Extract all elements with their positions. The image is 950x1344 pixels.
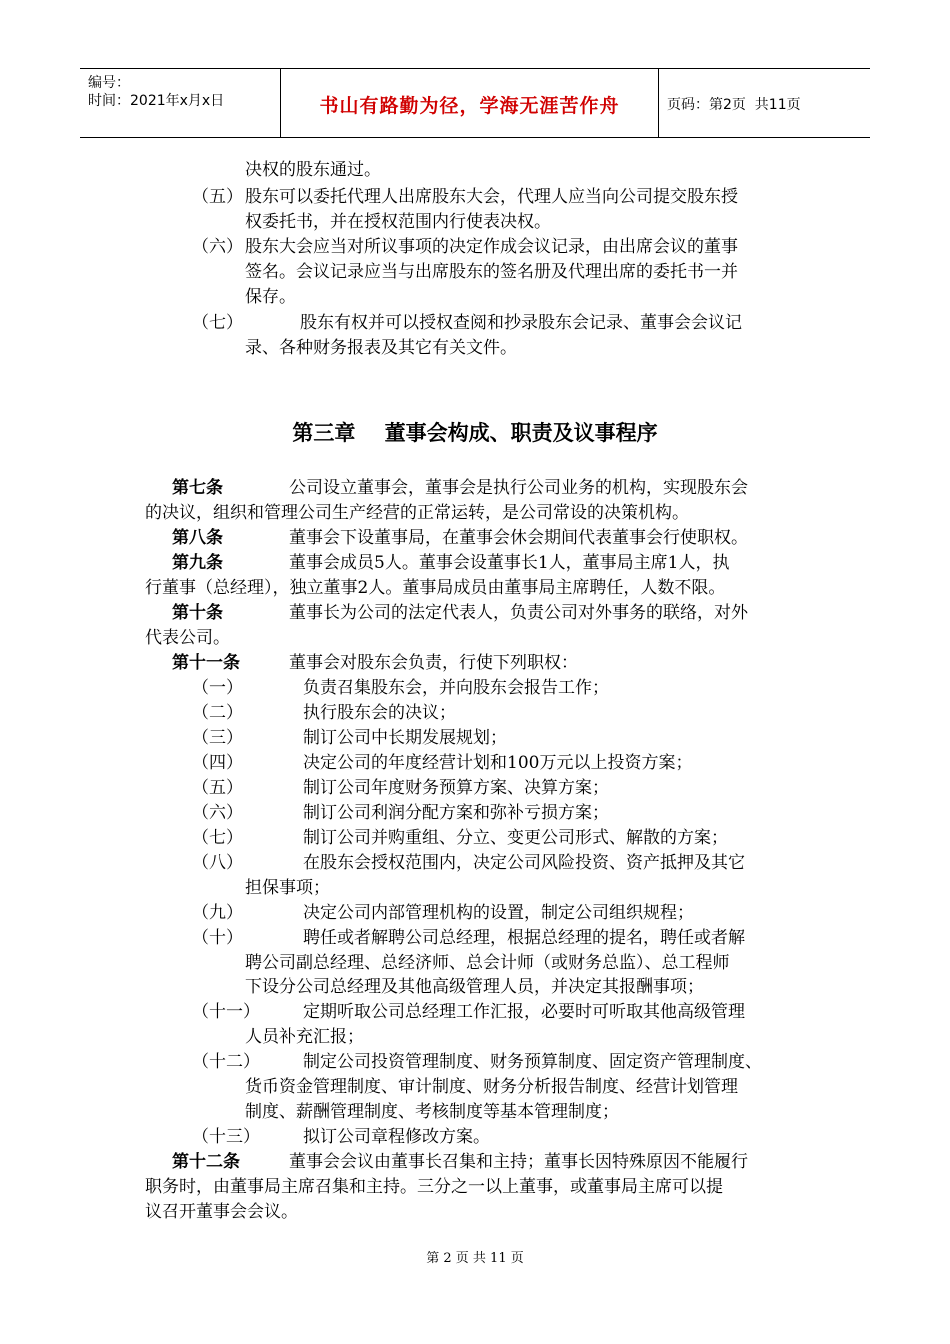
item-number: （九） (192, 903, 243, 923)
header-page-info: 页码：第2页 共11页 (667, 97, 801, 113)
article-text: 公司设立董事会，董事会是执行公司业务的机构，实现股东会 (289, 478, 748, 498)
article-label: 第十二条 (172, 1152, 240, 1172)
item-text: 制订公司并购重组、分立、变更公司形式、解散的方案； (303, 828, 728, 848)
article-text: 行董事（总经理），独立董事2人。董事局成员由董事局主席聘任，人数不限。 (145, 578, 726, 598)
item-text: 聘任或者解聘公司总经理，根据总经理的提名，聘任或者解 (303, 928, 745, 948)
item-number: （十二） (192, 1052, 260, 1072)
paragraph-line: 录、各种财务报表及其它有关文件。 (245, 338, 517, 358)
article-text: 董事会会议由董事长召集和主持；董事长因特殊原因不能履行 (289, 1152, 748, 1172)
item-number: （四） (192, 753, 243, 773)
item-text: 下设分公司总经理及其他高级管理人员，并决定其报酬事项； (245, 977, 704, 997)
article-text: 职务时，由董事局主席召集和主持。三分之一以上董事，或董事局主席可以提 (145, 1177, 723, 1197)
article-text: 董事长为公司的法定代表人，负责公司对外事务的联络，对外 (289, 603, 748, 623)
item-text: 聘公司副总经理、总经济师、总会计师（或财务总监）、总工程师 (245, 953, 730, 973)
article-label: 第七条 (172, 478, 223, 498)
item-text: 拟订公司章程修改方案。 (303, 1127, 490, 1147)
item-text: 决定公司的年度经营计划和100万元以上投资方案； (303, 753, 693, 773)
item-text: 定期听取公司总经理工作汇报，必要时可听取其他高级管理 (303, 1002, 745, 1022)
item-number: （七） (192, 828, 243, 848)
date-label: 时间：2021年x月x日 (88, 93, 225, 109)
item-number: （一） (192, 678, 243, 698)
article-text: 的决议，组织和管理公司生产经营的正常运转，是公司常设的决策机构。 (145, 503, 689, 523)
item-number: （六） (192, 237, 243, 257)
item-text: 货币资金管理制度、审计制度、财务分析报告制度、经营计划管理 (245, 1077, 738, 1097)
item-text: 制定公司投资管理制度、财务预算制度、固定资产管理制度、 (303, 1052, 762, 1072)
item-text: 制订公司年度财务预算方案、决算方案； (303, 778, 609, 798)
paragraph-line: 决权的股东通过。 (245, 160, 381, 180)
paragraph-line: 签名。会议记录应当与出席股东的签名册及代理出席的委托书一并 (245, 262, 738, 282)
item-text: 制订公司中长期发展规划； (303, 728, 507, 748)
paragraph-line: 权委托书，并在授权范围内行使表决权。 (245, 212, 551, 232)
item-number: （十三） (192, 1127, 260, 1147)
article-text: 董事会对股东会负责，行使下列职权： (289, 653, 578, 673)
item-number: （十一） (192, 1002, 260, 1022)
item-number: （三） (192, 728, 243, 748)
item-text: 执行股东会的决议； (303, 703, 456, 723)
item-number: （二） (192, 703, 243, 723)
item-number: （八） (192, 853, 243, 873)
article-text: 议召开董事会会议。 (145, 1202, 298, 1222)
chapter-title: 第三章 董事会构成、职责及议事程序 (292, 421, 658, 445)
page-footer: 第 2 页 共 11 页 (426, 1251, 524, 1266)
item-text: 制度、薪酬管理制度、考核制度等基本管理制度； (245, 1102, 619, 1122)
item-text: 负责召集股东会，并向股东会报告工作； (303, 678, 609, 698)
article-label: 第十一条 (172, 653, 240, 673)
item-number: （六） (192, 803, 243, 823)
item-number: （十） (192, 928, 243, 948)
paragraph-line: 保存。 (245, 287, 296, 307)
item-text: 制订公司利润分配方案和弥补亏损方案； (303, 803, 609, 823)
page-header (80, 68, 870, 138)
article-label: 第九条 (172, 553, 223, 573)
header-page-cell (659, 69, 870, 137)
paragraph-line: 股东可以委托代理人出席股东大会，代理人应当向公司提交股东授 (245, 187, 738, 207)
item-number: （五） (192, 778, 243, 798)
paragraph-line: 股东有权并可以授权查阅和抄录股东会记录、董事会会议记 (300, 313, 742, 333)
article-label: 第八条 (172, 528, 223, 548)
item-number: （五） (192, 187, 243, 207)
item-text: 担保事项； (245, 878, 330, 898)
paragraph-line: 股东大会应当对所议事项的决定作成会议记录，由出席会议的董事 (245, 237, 738, 257)
item-text: 决定公司内部管理机构的设置，制定公司组织规程； (303, 903, 694, 923)
item-text: 人员补充汇报； (245, 1027, 364, 1047)
item-text: 在股东会授权范围内，决定公司风险投资、资产抵押及其它 (303, 853, 745, 873)
article-text: 董事会下设董事局，在董事会休会期间代表董事会行使职权。 (289, 528, 748, 548)
item-number: （七） (192, 313, 243, 333)
article-text: 董事会成员5人。董事会设董事长1人，董事局主席1人，执 (289, 553, 730, 573)
article-label: 第十条 (172, 603, 223, 623)
article-text: 代表公司。 (145, 628, 230, 648)
header-motto-cell (281, 69, 659, 137)
header-meta (80, 69, 281, 137)
header-motto: 书山有路勤为径，学海无涯苦作舟 (319, 95, 620, 117)
number-label: 编号： (88, 75, 130, 91)
